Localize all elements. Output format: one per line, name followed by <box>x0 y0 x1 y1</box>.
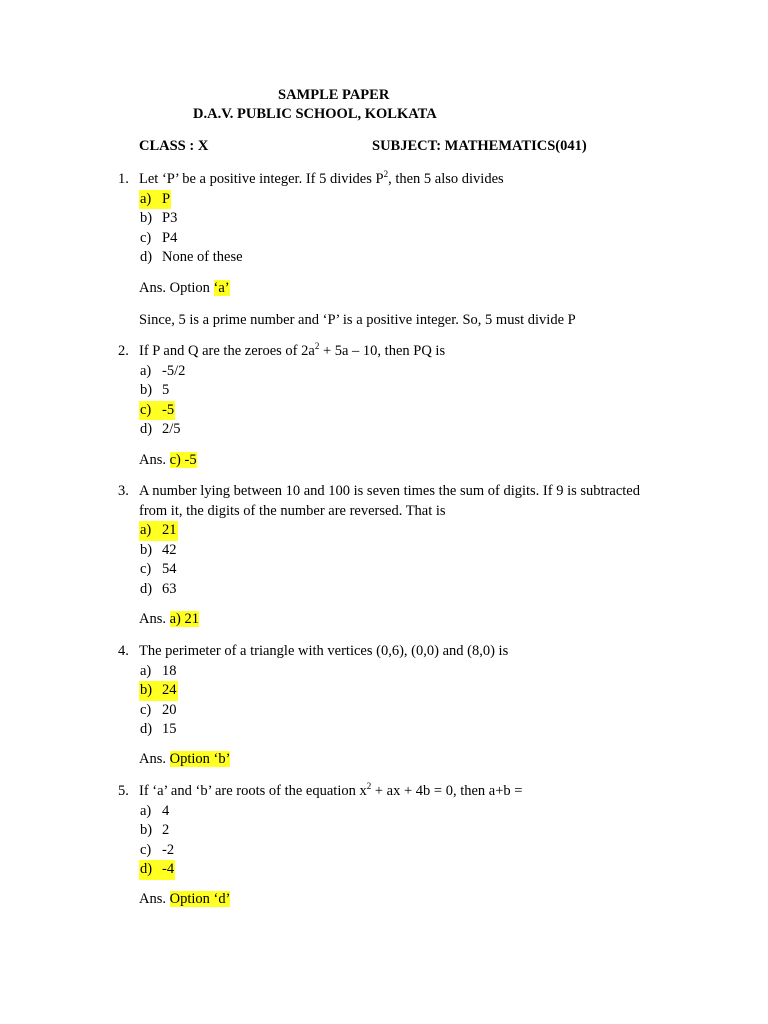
question-number: 2. <box>118 343 129 359</box>
question-5 <box>118 782 718 880</box>
option-d: d) 15 <box>140 721 177 737</box>
question-number: 1. <box>118 171 129 187</box>
question-text: If ‘a’ and ‘b’ are roots of the equation $x^2$ + ax + 4b = 0, then a+b = <box>139 781 523 799</box>
option-c: c) 54 <box>140 561 177 577</box>
option-c: c) P4 <box>140 229 178 246</box>
question-number: 5. <box>118 783 129 799</box>
option-b: b) 24 <box>139 681 718 701</box>
option-c: c) -5 <box>139 401 718 421</box>
option-c: c) 20 <box>140 701 177 718</box>
paper-title: SAMPLE PAPER <box>278 87 390 103</box>
option-d: d) 63 <box>140 580 177 597</box>
answer-4: Ans. Option ‘b’ <box>139 751 231 767</box>
option-d: d) -4 <box>139 860 718 880</box>
question-4 <box>118 642 718 740</box>
option-a: a) 4 <box>140 802 170 819</box>
option-b: b) 42 <box>140 541 177 558</box>
question-text: If P and Q are the zeroes of $2a^2 + 5a - 10$, then PQ is <box>139 341 446 359</box>
answer-3: Ans. a) 21 <box>139 611 200 627</box>
option-d: d) None of these <box>140 249 243 265</box>
explanation-1: Since, 5 is a prime number and ‘P’ is a positive integer. So, 5 must divide P <box>139 312 576 328</box>
answer-1: Ans. Option ‘a’ <box>139 280 230 296</box>
school-name: D.A.V. PUBLIC SCHOOL, KOLKATA <box>193 106 437 122</box>
question-text-line-1: A number lying between 10 and 100 is seven times the sum of digits. If 9 is subtracted <box>139 483 640 499</box>
question-1 <box>118 170 718 268</box>
option-a: a) 18 <box>140 662 177 679</box>
option-b: b) P3 <box>140 210 178 226</box>
answer-5: Ans. Option ‘d’ <box>139 891 231 907</box>
question-text-line-2: from it, the digits of the number are reversed. That is <box>139 502 446 519</box>
class-label: CLASS : X <box>139 138 209 154</box>
option-a: a) -5/2 <box>140 362 186 379</box>
question-number: 3. <box>118 483 129 499</box>
subject-label: SUBJECT: MATHEMATICS(041) <box>372 138 587 154</box>
question-number: 4. <box>118 643 129 659</box>
option-b: b) 2 <box>140 822 170 838</box>
question-2 <box>118 342 718 440</box>
question-text: The perimeter of a triangle with vertices (0,6), (0,0) and (8,0) is <box>139 643 509 659</box>
option-c: c) -2 <box>140 841 175 858</box>
question-text: Let ‘P’ be a positive integer. If 5 divides $P^2$, then 5 also divides <box>139 169 504 187</box>
question-3 <box>118 482 718 599</box>
option-a: a) P <box>139 190 718 210</box>
option-b: b) 5 <box>140 382 170 398</box>
option-d: d) 2/5 <box>140 421 181 437</box>
answer-2: Ans. c) -5 <box>139 452 197 468</box>
option-a: a) 21 <box>139 521 718 541</box>
